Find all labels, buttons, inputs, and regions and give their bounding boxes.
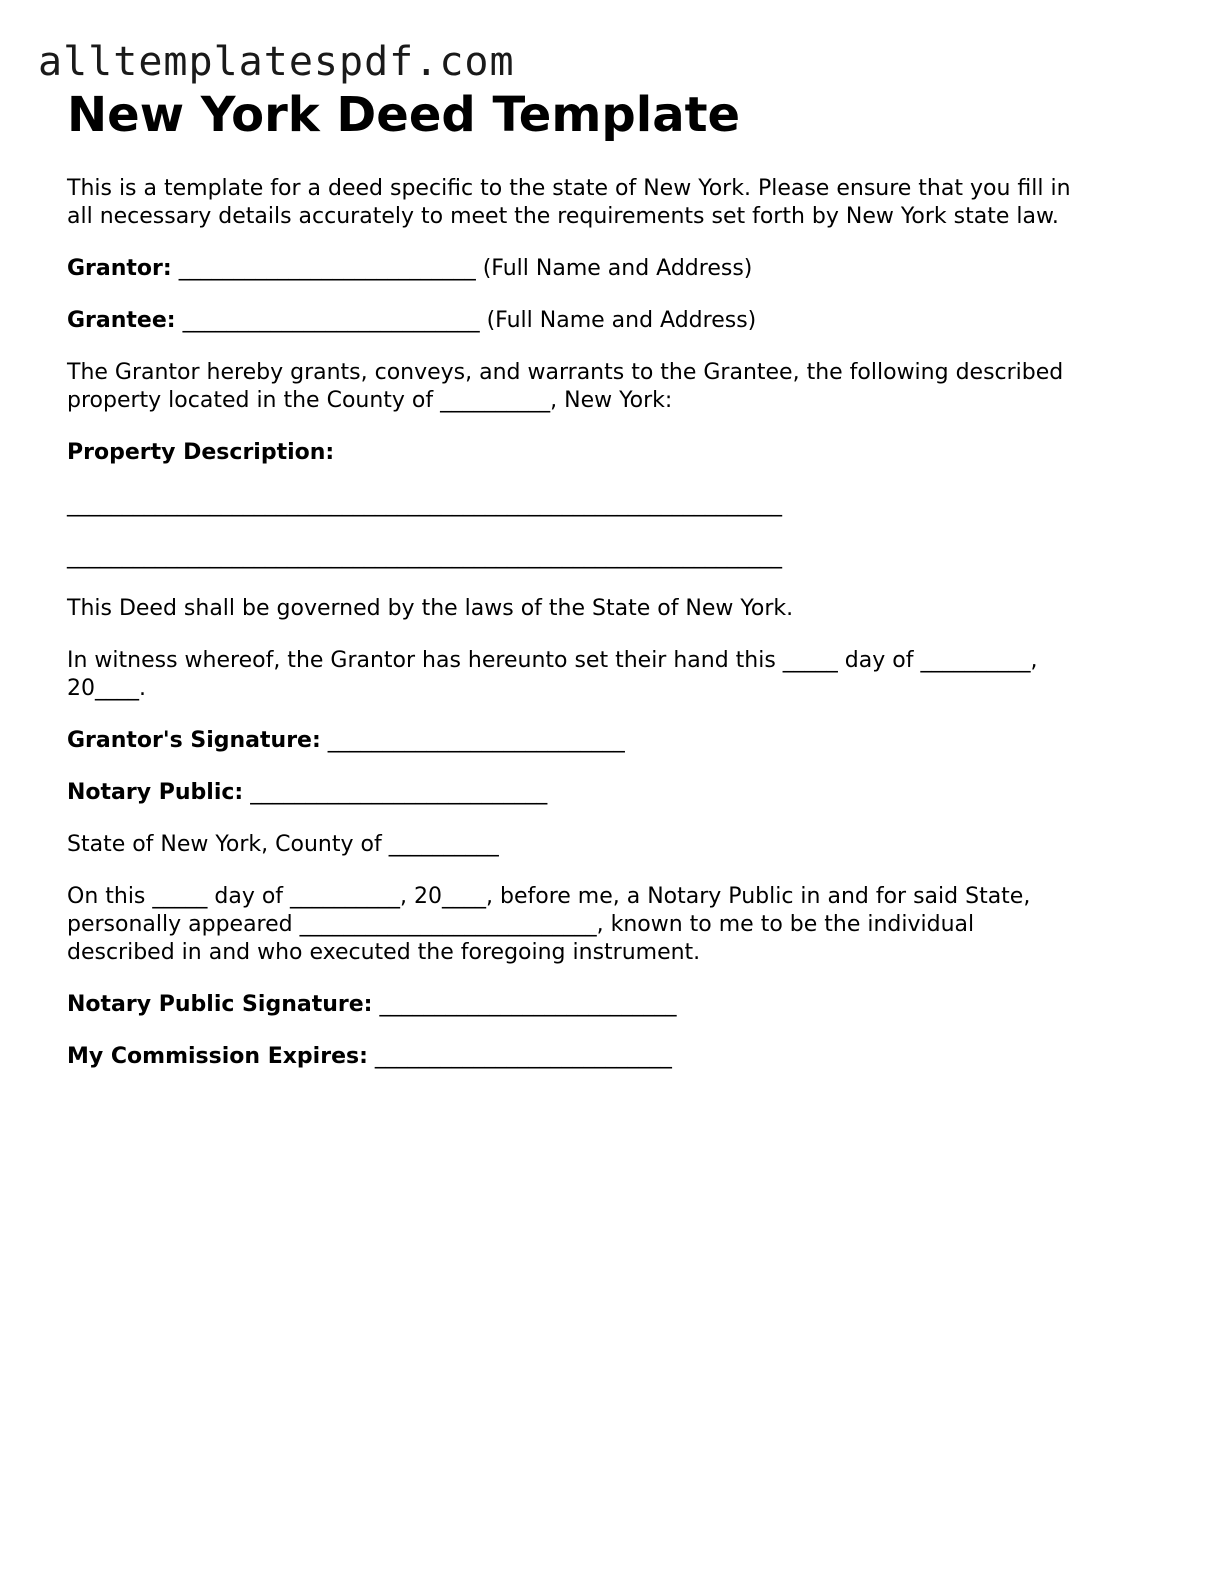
grantor-field [67,255,1167,283]
grantee-blank[interactable]: ___________________________ [175,308,487,333]
acknowledgment-line: personally appeared ___________________________, known to me to be the individual [67,912,975,937]
notary-public-blank[interactable]: ___________________________ [243,780,548,805]
notary-public-label: Notary Public: [67,780,244,805]
property-description-blank-2[interactable]: _________________________________________________________________ [67,544,782,569]
property-description-blank-1[interactable]: _________________________________________________________________ [67,492,782,517]
property-description-heading: Property Description: [67,440,335,465]
deed-document [67,88,1167,1071]
grantee-label: Grantee: [67,308,176,333]
grantor-signature-blank[interactable]: ___________________________ [320,728,625,753]
notary-signature-label: Notary Public Signature: [67,992,373,1017]
governing-law-statement: This Deed shall be governed by the laws of the State of New York. [67,596,794,621]
witness-line: In witness whereof, the Grantor has hereunto set their hand this _____ day of __________, [67,648,1038,673]
grantee-note: (Full Name and Address) [486,308,757,333]
conveyance-paragraph [67,359,1167,415]
acknowledgment-line: On this _____ day of __________, 20____, before me, a Notary Public in and for said State, [67,884,1031,909]
conveyance-line: property located in the County of __________, New York: [67,388,673,413]
acknowledgment-paragraph [67,883,1167,967]
site-watermark: alltemplatespdf.com [38,39,515,85]
intro-line: all necessary details accurately to meet the requirements set forth by New York state law. [67,204,1059,229]
commission-expires-field [67,1043,1167,1071]
grantor-label: Grantor: [67,256,172,281]
notary-signature-blank[interactable]: ___________________________ [372,992,677,1017]
witness-line: 20____. [67,676,146,701]
notary-public-field [67,779,1167,807]
state-county-line: State of New York, County of __________ [67,832,499,857]
grantor-note: (Full Name and Address) [482,256,753,281]
page-title: New York Deed Template [67,87,741,143]
notary-signature-field [67,991,1167,1019]
witness-paragraph [67,647,1167,703]
intro-paragraph [67,175,1167,231]
commission-expires-label: My Commission Expires: [67,1044,368,1069]
grantor-signature-label: Grantor's Signature: [67,728,321,753]
conveyance-line: The Grantor hereby grants, conveys, and warrants to the Grantee, the following described [67,360,1064,385]
intro-line: This is a template for a deed specific to the state of New York. Please ensure that you fill in [67,176,1071,201]
grantor-signature-field [67,727,1167,755]
grantee-field [67,307,1167,335]
commission-expires-blank[interactable]: ___________________________ [367,1044,672,1069]
grantor-blank[interactable]: ___________________________ [171,256,483,281]
acknowledgment-line: described in and who executed the foregoing instrument. [67,940,701,965]
